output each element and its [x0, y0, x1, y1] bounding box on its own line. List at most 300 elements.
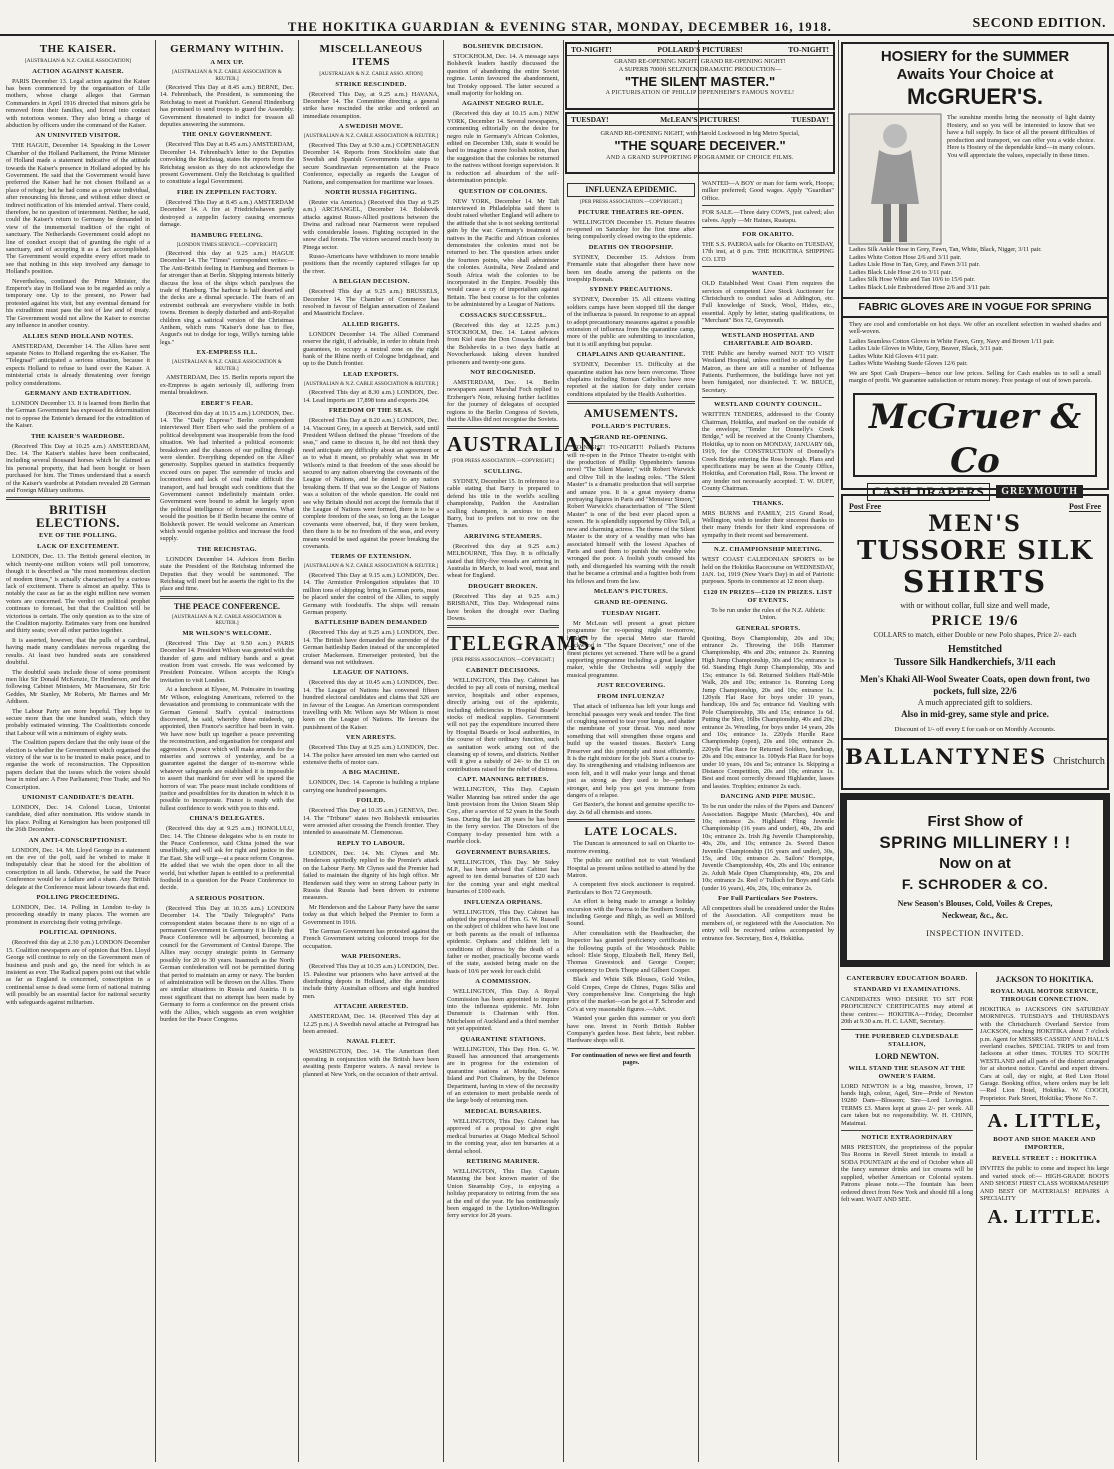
subhead: N.Z. CHAMPIONSHIP MEETING.	[713, 546, 823, 554]
subhead: A COMMISSION.	[475, 978, 531, 986]
headline-amusements: AMUSEMENTS.	[583, 406, 679, 421]
divider	[841, 1029, 973, 1030]
divider	[160, 596, 294, 599]
subhead: NORTH RUSSIA FIGHTING.	[325, 189, 417, 197]
ad-heading: HOSIERY for the SUMMER	[880, 48, 1070, 65]
store-name: BALLANTYNES	[845, 744, 1048, 769]
article-text: Nevertheless, continued the Prime Minister, the Emperor's stay in Holland was to be regarded as only a temporary one. Up to the present, no Power had protested against his visit, but any eventual demand for his extradition must pass the test of law and of treaty. The Government would not allow the Kaiser to exercise any influence in another country.	[6, 277, 150, 330]
logo-text: McGruer & Co	[868, 396, 1082, 481]
article-text: (Received This Day at 9.25 a.m.) LONDON, Dec. 14. The police have arrested ten men who carried out extensive thefts of motor cars.	[303, 744, 439, 767]
subhead: THE ONLY GOVERNMENT.	[181, 131, 273, 139]
subhead: THE KAISER'S WARDROBE.	[31, 432, 125, 440]
price-item: Ladies Black Lisle Embroidered Hose 2/6 and 3/11 pair.	[849, 283, 991, 291]
divider	[980, 1105, 1109, 1106]
subhead: A MIX UP.	[210, 59, 244, 66]
ad-line: Hemstitched	[948, 644, 1002, 655]
article-text: That attack of influenza has left your lungs and bronchial passages very weak and tender. The first of coughing seemed to tear your lungs, and shatter the membrane of your throat. You need now something that will strengthen those organs and build up the wasted tissues. Baxter's Lung Preserver and this promptly and most efficiently. It is the right mixture for the job. Start a course to-day. Its strengthening and vitalising influences are soon felt, and it will make your lungs and throat just as strong as they used to be—perhaps stronger, and help you get you immune from dangers of a relapse.	[567, 703, 695, 800]
gloves-price-list	[843, 336, 1107, 370]
subhead: A BELGIAN DECISION.	[332, 278, 410, 286]
article-text: LONDON December 14. The Allied Command reserve the right, if advisable, in order to obtain fresh guarantees, to occupy a neutral zone on the right bank of the Rhine north of Cologne bridgehead, and up to the Dutch frontier.	[303, 330, 439, 368]
ad-heading: McGRUER'S.	[906, 84, 1044, 109]
schroder-millinery-ad	[841, 794, 1109, 966]
pollards-pictures-ad	[565, 42, 835, 110]
ad-bar-text: TO-NIGHT!	[788, 45, 829, 54]
article-text: (Reuter via America.) (Received this Day at 9.25 a.m.) ARCHANGEL, December 14. Bolshevik attacks against Russo-Allied positions between the Dwina and railroad near Narmeron were repulsed with considerable losses. Fighting occupied in the snow clad forests. The victors secured much booty in Pinega sector.	[303, 199, 439, 251]
column-notices-left	[841, 972, 973, 1460]
subhead: A SERIOUS POSITION.	[189, 894, 265, 902]
subhead: ALLIES SEND HOLLAND NOTES.	[22, 332, 134, 340]
ad-line: A SUPERB 7000ft SELZNICK DRAMATIC PRODUCTION—	[618, 66, 782, 73]
subhead: CANTERBURY EDUCATION BOARD.	[846, 975, 968, 982]
ad-film-title: "THE SQUARE DECEIVER."	[614, 138, 786, 153]
ad-heading: First Show of	[927, 813, 1023, 830]
ad-line: with or without collar, full size and well made,	[900, 601, 1050, 610]
article-text: The public are notified not to visit Westland Hospital as present unless notified to attend by the Matron.	[567, 857, 695, 879]
article-text: WELLINGTON, This Day. Cabinet has decided to pay all costs of nursing, medical service, hospitals and other expenses, directly arising out of the epidemic, including deficiencies in Hospital Boards' stocks of medical supplies. Government will not pay the expenditure incurred there by Hospital Boards or local authorities, in the course of their ordinary function, such as sanitation work arising out of the cleansing up of towns, and districts. Neither will it give a subsidy of 24/- to the £1 on contributions raised for the relief of distress.	[447, 676, 559, 773]
subhead: BOLSHEVIK DECISION.	[462, 43, 544, 50]
subhead: DROUGHT BROKEN.	[468, 582, 538, 590]
edition-label: SECOND EDITION.	[972, 16, 1106, 31]
article-text: LONDON December 14. Advices from Berlin state the President of the Reichstag informed the Deputies that they would be summoned. The Reichstag will meet but he asserts the right to fix the place and time.	[160, 555, 294, 593]
article-text: (Received This Day at 8.45 a.m.) AMSTERDAM, December 14. Fehrenbach's letter to the Deputies convoking the Reichstag, states the reports from the Reichstag session as they do not acknowledge the present Government. Only the Reichstag is qualified to constitute a legal Government.	[160, 141, 294, 186]
ad-heading: SPRING MILLINERY ! !	[879, 833, 1071, 852]
headline-late-locals: LATE LOCALS.	[584, 824, 678, 839]
article-text: (Received This Day at 10.35 a.m.) GENEVA, Dec. 14. The "Tribune" states two Bolshevik emissaries were arrested after crossing the French frontier. They intended to assassinate M. Clemenceau.	[303, 807, 439, 837]
subhead: STANDARD VI EXAMINATIONS.	[853, 986, 961, 993]
article-text: Wanted your garden this summer or you don't have one. Invest in North British Rubber Company's garden hose. Best fabric, best rubber. Hardware shops sell it.	[567, 1015, 695, 1045]
article-text: An effort is being made to arrange a holiday excursion with the Paeroa to the Southern Sounds, including George and Bligh, as well as Milford Sound.	[567, 898, 695, 928]
article-text: AMSTERDAM, Dec 15. Berlin reports report the ex-Empress is again seriously ill, suffering from mental breakdown.	[160, 374, 294, 397]
article-text: LONDON, Dec. 14. Polling in London to-day is proceeding steadily in many places. The women are prominent in exercising their voting privilege.	[6, 904, 150, 926]
article-text: At a luncheon at Elysee, M. Poincaire in toasting Mr Wilson, eulogising Americans, referred to the devastation and promising to communicate with the German General Staff's cynical instructions discovered, he said, whereby these misdeeds, up appointed, then France's sacrifice had been in vain. We have now built up together a peace preventing the reconstruction, and organisation for conquest and aggression. A peace which will make amends for the miseries and sorrows of yesterday, and be a guarantee against the danger of to-morrow while whatever safeguards are established it is impossible to assert that mankind for ever will be spared the horrors of war. The peace must include conditions of justice and possibilities for its duration in which it is possible to incorporate. France is ready with the fullest confidence to work with you to this end.	[160, 686, 294, 812]
article-text: SYDNEY, December 15. Advices from Fremantle state that altogether there have now been ten deaths among the patients on the troopship Boonah.	[567, 253, 695, 283]
subhead: EBERT'S FEAR.	[200, 399, 254, 407]
subhead: FIRE IN ZEPPELIN FACTORY.	[177, 188, 277, 196]
subhead: SCULLING.	[483, 467, 523, 475]
subhead: LACK OF EXCITEMENT.	[36, 543, 120, 551]
subhead: FOILED.	[356, 797, 386, 805]
article-text: (Received This Day at 10.35 a.m.) LONDON, Dec. 15. Palestine war prisoners who have arrived at the distributing depots in Holland, after the armistice include thirty Australian officers and eight hundred men.	[303, 963, 439, 1000]
classified-ad: MRS BURNS and FAMILY, 215 Grand Road, Wellington, wish to tender their sincerest thanks to their many friends for their kind expressions of sympathy in their recent sad bereavement.	[702, 509, 834, 539]
price-item: Ladies Silk Hose White and Tan 10/6 to 15/6 pair.	[849, 276, 975, 284]
ad-heading: F. SCHRODER & CO.	[901, 876, 1049, 892]
subhead: AN UNINVITED VISITOR.	[35, 132, 121, 140]
subhead: POLITICAL OPINIONS.	[39, 929, 117, 937]
subhead: PICTURE THEATRES RE-OPEN.	[578, 208, 684, 216]
source-line: [FOR PRESS ASSOCIATION.—COPYRIGHT.]	[451, 458, 555, 465]
subhead: INFLUENZA ORPHANS.	[463, 898, 543, 906]
classified-ad: HOKITIKA to JACKSONS ON SATURDAY MORNINGS. TUESDAYS and THURSDAYS with the Christchurch Overland Service from JACKSON, reaching HOKITIKA about 7 o'clock p.m. Agent for MESSRS CASSIDY AND HALL'S overland coaches. SPECIAL TRIPS to and from Jacksons at other times. TOURS TO SOUTH WESTLAND and all parts of the district arranged for at shortest notice. Careful and expert drivers. Cars at call, day or night, at Red Lion Hotel Garage. Booking office, where orders may be left—Red Lion Hotel, Hokitika. W. COOCH, Proprietor. Park Street, Hokitika; 'Phone No 7.	[980, 1006, 1109, 1102]
subhead: ATTACHE ARRESTED.	[333, 1003, 409, 1011]
subhead: GRAND RE-OPENING.	[594, 434, 668, 442]
subhead: GRAND RE-OPENING.	[594, 598, 668, 606]
subhead: RETIRING MARINER.	[466, 1157, 540, 1165]
classified-ad: To be run under the rules of the Pipers and Dancers' Association. Bagpipe Music (Marches), 40s and 10s; entrance 2s. Highland Fling Juvenile Championship (16 years and under), 40s, 20s and 10s; entrance 2s. Irish Jig Juvenile Championship, 40s, 20s, and 10s; entrance 2s. Sword Dance Juvenile Championship (16 years and under), 30s, 15s, and 10s; entrance 2s. Sailors' Hornpipe, Juvenile Championship, 40s, 20s and 10s; entrance 2s. Adult Male Open Championship, 40s, 20s and 10s; entrance 2s. Reel o' Tulloch for Boys and Girls (under 16 years), 40s, 20s, 10s; entrance 2s.	[702, 803, 834, 892]
ad-line: Men's Khaki All-Wool Sweater Coats, open down front, two pockets, full size, 22/6	[860, 674, 1090, 696]
business-name: A. LITTLE,	[987, 1110, 1102, 1133]
subhead: BATTLESHIP BADEN DEMANDED	[314, 619, 428, 627]
column-rule	[976, 972, 977, 1460]
subhead: FROM INFLUENZA?	[597, 693, 665, 701]
subhead: GENERAL SPORTS.	[735, 624, 801, 632]
article-text: WELLINGTON, This Day. Cabinet has adopted the proposal of Hon. G. W. Russell on the subject of children who have lost one or both parents as the result of influenza epidemic. Orphans and children left in conditions of distress by the death of a father or mother, practically become wards of the state, assisted being made on the basis of 10/6 per week for each child.	[447, 908, 559, 975]
headline-british-elections: BRITISH ELECTIONS.	[35, 502, 121, 531]
subhead: LORD NEWTON.	[875, 1051, 939, 1061]
subhead: GOVERNMENT BURSARIES.	[455, 848, 551, 856]
divider	[6, 497, 150, 500]
ad-bar-text: McLEAN'S PICTURES!	[660, 115, 740, 124]
masthead	[0, 0, 1114, 36]
ad-line: New Season's Blouses, Cold, Voiles & Crepes,	[897, 899, 1053, 908]
subhead: FREEDOM OF THE SEAS.	[328, 407, 414, 415]
subhead: STRIKE RESCINDED.	[335, 80, 407, 88]
article-text: PARIS December 13. Legal action against the Kaiser has been commenced by the organisation of Lille mothers, whose charge alleges that German Commanders in April 1916 directed that minors girls be removed from their families, and forced into contact with notorious women. They also bring a charge of abduction by officers under the command of the Kaiser.	[6, 77, 150, 129]
article-text: (Received This Day at 8.45 a.m.) AMSTERDAM December 14. A fire at Friedrichshaven partly destroyed a zeppelin factory causing enormous damage.	[160, 198, 294, 229]
article-text: AMSTERDAM, December 14. The Allies have sent separate Notes to Holland regarding the ex-Kaiser. The "Telegraaf" anticipated a serious situation, because it expects Holland to refuse to hand over the Kaiser. A ministerial crisis is already threatening over foreign policy considerations.	[6, 342, 150, 387]
continuation-note: For continuation of news see first and fourth pages.	[571, 1051, 691, 1067]
source-line: [AUSTRALIAN & N.Z. CABLE ASSOCIATION & REUTER.]	[172, 69, 282, 82]
article-text: WELLINGTON, This Day. Captain Waller Manning has retired under the age limit provision from the Union Steam Ship Coy., after a service of 52 years in the South Seas. During the last 28 years he has been in the ferry service. The Directors of the Company to-day presented him with a marble clock.	[447, 786, 559, 846]
subhead: WESTLAND COUNTY COUNCIL.	[714, 401, 822, 409]
subhead: WAR PRISONERS.	[341, 953, 401, 961]
ad-line: AND A GRAND SUPPORTING PROGRAMME OF CHOICE FILMS.	[606, 155, 794, 161]
source-line: [AUSTRALIAN & N.Z. CABLE ASSOCIATION & REUTER.]	[303, 133, 439, 140]
subhead: AGAINST NEGRO RULE.	[462, 100, 544, 108]
source-line: [AUSTRALIAN & N.Z. CABLE ASSOCIATION & REUTER.]	[172, 613, 282, 627]
classified-ad: THE Public are hereby warned NOT TO VISIT Westland Hospital, unless notified to attend by the Matron, as there are still a number of Influenza Patients. Furthermore, the buildings have not yet been fumigated, nor disinfected. T. W. BRUCE, Secretary.	[702, 349, 834, 394]
divider	[447, 625, 559, 628]
article-text: SYDNEY, December 15. In reference to a cable stating that Barry is prepared to defend his title in the world's sculling championship, Paddon the Australian sculling champion, is anxious to meet Barry, but to prefers not to row on the Thames.	[447, 477, 559, 530]
post-free-label: Post Free	[1068, 502, 1101, 511]
subhead: WESTLAND HOSPITAL AND CHARITABLE AID BOARD.	[721, 331, 815, 347]
subhead: A BIG MACHINE.	[342, 769, 400, 777]
ad-line: A much appreciated gift to soldiers.	[917, 698, 1033, 707]
subhead: JACKSON TO HOKITIKA.	[995, 975, 1094, 984]
column-influenza-amusements	[567, 180, 695, 1460]
subhead: TUESDAY NIGHT.	[601, 609, 661, 617]
subhead: McLEAN'S PICTURES.	[593, 587, 669, 595]
article-text: Black and White Silk Blouses, Gold Voiles, Gold Crepes, Crepe de Chines, Fuges Silks and Very comprehensive line. Comprising the high price of the market—can be got at F. Schroder and Co's at very reasonable figures.—Advt.	[567, 976, 695, 1013]
article-text: (Received this day at 9.25 a.m.) MELBOURNE, This Day. It is officially stated that fifty-five vessels are arriving in Australia in March, to load wool, meat and wheat for England.	[447, 542, 559, 580]
ad-heading: FABRIC GLOVES ARE IN VOGUE FOR SPRING	[843, 297, 1107, 318]
article-text: The German Government has protested against the French Government seizing coloured troops for the occupation.	[303, 927, 439, 950]
ballantynes-shirts-ad	[841, 494, 1109, 790]
subhead: SYDNEY PRECAUTIONS.	[589, 286, 673, 294]
subhead: ACTION AGAINST KAISER.	[32, 67, 124, 75]
article-text: (Received This day at 9.25 a.m.) LONDON, Dec. 14. The British have demanded the surrender of the German battleship Baden instead of the uncompleted cruiser Mackensen. Ernerseiger protested, but the demand was not withdrawn.	[303, 629, 439, 666]
ad-line: Neckwear, &c., &c.	[942, 911, 1008, 920]
price-item: Ladies Lisle Hose in Tan, Grey, and Fawn 3/11 pair.	[849, 261, 981, 269]
article-text: The Labour Party are more hopeful. They hope to secure more than the one hundred seats, which they probably estimated winning. The Coalitionists concede that Labour will win a minimum of eighty seats.	[6, 707, 150, 737]
source-line: [PER PRESS ASSOCIATION.—COPYRIGHT.]	[452, 657, 554, 664]
headline-miscellaneous-items: MISCELLANEOUS ITEMS	[319, 43, 423, 68]
subhead: GERMANY AND EXTRADITION.	[24, 389, 132, 397]
article-text: Mr McLean will present a great picture programme for re-opening night to-morrow, headed by the special Metro star Harold Lockwood in "The Square Deceiver," one of the finest pictures yet screened. There will be a grand supporting programme including a great laughter maker, while the Orchestra will supply the musical programme.	[567, 619, 695, 679]
subhead: MR WILSON'S WELCOME.	[182, 629, 272, 637]
article-text: SYDNEY, December 15. Difficulty at the quarantine station has now been overcome. Three chaplains including Roman Catholics have now reported at the station for duty under certain conditions stipulated by the Health Authorities.	[567, 361, 695, 398]
article-text: (Received this day at 12.25 p.m.) STOCKHOLM, Dec. 14. Latest advices from Kiel state the Don Cossacks defeated the Bolsheviks in a two days battle at Novocherkassk taking eleven hundred prisoners and twenty-one guns.	[447, 321, 559, 366]
mcgruer-logo	[853, 393, 1097, 499]
column-rule	[298, 40, 299, 1462]
classified-ad: LORD NEWTON is a big, massive, brown, 17 hands high, colour, Aged, Sire—Pride of Newton 19280 Dam—Blossom; Sire—Lord Lovington. TERMS £3. Mares kept at grass 2/- per week. All care taken but no responsibility. W. H. CHINN, Mataimai.	[841, 1082, 973, 1127]
price-item: Ladies White Washing Suede Gloves 12/6 pair.	[849, 360, 968, 368]
classified-ad: CANDIDATES WHO DESIRE TO SIT FOR PROFICIENCY CERTIFICATES may attend at these centres:— HOKITIKA—Friday, December 20th at 9.30 a.m. H. C. LANE, Secretary.	[841, 996, 973, 1026]
subhead: MEDICAL BURSARIES.	[464, 1107, 542, 1115]
subhead: AN ANTI-CONSCRIPTIONIST.	[28, 836, 128, 844]
article-text: LONDON, Dec. 14. Mr. Lloyd George in a statement on the eve of the poll, said he wished to make it indisputably clear that he stood for the abolition of conscription in all lands. Otherwise, he said the Peace Conference would be a failure and a sham. Any British delegate at the Conference must labour towards that end.	[6, 846, 150, 891]
ad-bar-text: POLLARD'S PICTURES!	[657, 45, 743, 54]
article-text: (Received This Day at 10.25 a.m.) AMSTERDAM, Dec. 14. The Kaiser's stables have been confiscated, including several thousand horses which he claimed as his personal property, that had been bought or been purchased for him. The Times understand that a search of the Kaiser's wardrobe at Potsdam revealed 28 German and Foreign Military uniforms.	[6, 442, 150, 494]
article-text: (Received this day at 10.15 a.m.) LONDON, Dec. 14. The "Daily Express" Berlin correspondent interviewed Herr Ebert who said the problem of a political development was insuperable from the food situation. We had inherited a political economic breakdown and the chances of our pulling through were slender. Everything depended on the Allies' generosity. Supplies queued in statistics frequently exceed ours on paper. The surrender of trucks and locomotives and lack of coal make difficult the transport, and had brought such conditions that the Government cannot indefinitely maintain order. Government were bound to admit he largely upon the political intelligence of former enemies. What would the position be if Berlin became the centre of Bolshevik power. He would welcome an American which would organise politics and increase the food supply.	[160, 409, 294, 543]
subhead: EX-EMPRESS ILL.	[196, 349, 258, 357]
divider	[702, 496, 834, 497]
classified-ad: All competitors shall be considered under the Rules of the Association. All competitors must be members of, or registered with the Association. No entry will be received unless accompanied by entrance fee. Secretary, Box 4, Hokitika.	[702, 905, 834, 942]
headline-kaiser: THE KAISER.	[39, 43, 117, 55]
article-text: AMSTERDAM, Dec. 14. (Received This day at 12.25 p.m.) A Swedish naval attache at Petrograd has been arrested.	[303, 1013, 439, 1035]
ad-heading: Now on at	[939, 855, 1011, 872]
ad-text: The sunshine months bring the necessity of light dainty Hosiery, and so you will be interested to know that we have a full supply. In face of all the present difficulties of production and transport, we can offer you a wide choice. Here is Hosiery of the dependable kind—in many colours. You will appreciate the values, especially in these times.	[947, 114, 1095, 159]
article-text: LONDON, Dec. 14. Colonel Lucas, Unionist candidate, died after nomination. His widow stands in his place. Polling at Kensington has been postponed till the 26th December.	[6, 804, 150, 834]
business-name: A. LITTLE.	[987, 1206, 1102, 1229]
ad-heading: SHIRTS	[902, 565, 1048, 600]
source-line: [LONDON TIMES SERVICE.—COPYRIGHT]	[176, 241, 278, 248]
subhead: QUESTION OF COLONIES.	[458, 187, 548, 195]
divider	[702, 227, 834, 228]
article-text: The Duncan is announced to sail on Okarito to-morrow evening.	[567, 840, 695, 855]
subhead: THE REICHSTAG.	[197, 545, 257, 553]
article-text: (Received this day at 9.25 a.m.) HAGUE December 14. The "Times" correspondent writes:— The Anti-British feeling in Hamburg and Bremen is far stronger than at Berlin. Shipping interests bitterly discuss the loss of the ships which paralyses the trade of Hamburg. The harbour is half deserted and the decks are a dismal spectacle. The fears of an extremist outbreak are everywhere visible in both towns. Bremen is deeply disturbed and anti-Royalist children sing a satirical version of the Christmas Anthem, which runs "Kaiser's done has to flee, August's out to dodge for togs, Willy's turning table legs."	[160, 250, 294, 346]
article-text: AMSTERDAM, Dec. 14. Berlin newspapers assert Marshal Foch replied to Erzberger's Note, refusing further facilities for the journey of delegates of occupied regions to the Berlin Congress of Soviets, that the Allies did not recognise the Soviets.	[447, 379, 559, 424]
ad-line: GRAND RE-OPENING NIGHT! GRAND RE-OPENING NIGHT!	[614, 58, 786, 65]
ad-line: Also in mid-grey, same style and price.	[901, 709, 1049, 719]
headline-telegrams: TELEGRAMS.	[447, 631, 597, 656]
subhead: THANKS.	[752, 499, 784, 507]
hosiery-price-list	[843, 244, 1107, 294]
price-item: Ladies Lisle Gloves in White, Grey, Beaver, Black, 3/11 pair.	[849, 345, 1004, 353]
article-text: (Received This day at 9.25 a.m.) BRUSSELS, December 14. The Chamber of Commerce has resolved in favour of Belgian annexation of Zealand and Maastricht Enclave.	[303, 288, 439, 318]
source-line: [AUSTRALIAN & N.Z. CABLE ASSO. ATION]	[319, 71, 423, 77]
article-text: (Received this day at 10.15 a.m.) NEW YORK, December 14. Several newspapers, commenting editorially on the desire for negro rule in Germany's African Colonies, edited on December 13th, state it would be hard to imagine a more foolish notion, than the suggestion that the colonies be returned to the natives without foreign supervision. It is reduction ad absurdum of the self-determination principle.	[447, 110, 559, 185]
article-text: (Received This day at 8.30 a.m.) LONDON, Dec. 14. Lead imports are 17,898 tons and exports 204.	[303, 389, 439, 404]
price-item: Ladies Silk Ankle Hose in Grey, Fawn, Tan, White, Black, Nigger, 3/11 pair.	[849, 246, 1042, 253]
divider	[702, 542, 834, 543]
ad-heading: Awaits Your Choice at	[896, 66, 1054, 83]
subhead: WANTED.	[751, 270, 785, 278]
headline-influenza-epidemic: INFLUENZA EPIDEMIC.	[567, 183, 695, 197]
article-text: LONDON December 13. It is learned from Berlin that the German Government has expressed its determination not to oppose the Entente's demand for the extradition of the Kaiser.	[6, 399, 150, 430]
article-text: WELLINGTON, This Day. Mr Sidey M.P., has been advised that Cabinet has agreed to ten dental bursaries of £20 each for the coming year and eight medical bursaries of £100 each.	[447, 858, 559, 896]
source-line: [AUSTRALIAN & N.Z. CABLE ASSOCIATION & REUTER.]	[172, 359, 282, 372]
ad-bar-text: TUESDAY!	[571, 115, 609, 124]
headline-germany-within: GERMANY WITHIN.	[170, 43, 284, 55]
classified-ad: WRITTEN TENDERS, addressed to the County Chairman, Hokitika, and marked on the outside of the envelope, "Tender for Donnelly's Creek Bridge," will be received at the County Chambers, Hokitika, up to noon on MONDAY, JANUARY 6th, 1919, for the CONSTRUCTION of Donnelly's Creek Bridge entering the Ross borough. Plans and specifications may be seen at the County Office, Hokitika, and Coronation Hall, Ross. The lowest or any tender not necessarily accepted. T. W. DUFF, County Chairman.	[702, 411, 834, 493]
article-text: WASHINGTON, Dec. 14. The American fleet operating in conjunction with the British have been awaiting pests Emperor waters. A naval review is planned at New York, on the occasion of their arrival.	[303, 1048, 439, 1078]
mcgruers-hosiery-ad	[841, 42, 1109, 499]
subhead: NOT RECOGNISED.	[470, 369, 536, 377]
subhead: POLLING PROCEEDING.	[36, 894, 120, 902]
source-line: [AUSTRALIAN & N.Z. CABLE ASSOCIATION]	[24, 58, 132, 64]
source-line: [AUSTRALIAN & N.Z. CABLE ASSOCIATION & REUTER.]	[303, 380, 439, 387]
article-text: TO-NIGHT! TO-NIGHT!! Pollard's Pictures will re-open in the Prince Theatre to-night with the production of Phillip Oppenheim's famous novel "The Silent Master," with Robert Warwick and Olive Tell in the leading roles. "The Silent Master" is a dramatic production that will surprise and amaze you. It is a great mystery drama portraying figures in Paris and "Monsieur Simon," Robert Warwick's characterisation of "The Silent Master" is one of the best ever placed upon a screen. He is splendidly supported by Olive Tell, a new and charming actress. The theme of the Silent Master is the story of a wealthy man who has associated himself with the lowest Apaches of Paris and used them to punish the wealthy who wronged the poor. A foolish youth crossed his path, and disregarded his warning with the result that he became a criminal and a fugitive both from his fellows and from the law.	[567, 444, 695, 585]
column-germany	[160, 40, 294, 1460]
article-text: It is asserted, however, that the pulls of a cardinal, having made many candidates nervous regarding the results. At least two hundred seats are considered doubtful.	[6, 636, 150, 667]
article-text: (Received this day at 10.45 a.m.) LONDON, Dec. 14. The League of Nations has convened fifteen hundred electoral candidates and claims that 326 are in favour of the League. An American correspondent travelling with Mr. Wilson says Mr Wilson is most keen on the League of Nations. He favours the punishment of the Kaiser.	[303, 679, 439, 731]
headline-australian: AUSTRALIAN.	[447, 432, 603, 457]
subhead: LEAGUE OF NATIONS.	[333, 669, 409, 677]
ad-bar-text: TUESDAY!	[791, 115, 829, 124]
article-text: (Received This Day at 10.35 a.m.) LONDON December 14. The "Daily Telegraph's" Paris correspondent states because there is no sign of a permanent Government in Germany it is likely that Peace Conference will be adjourned, becoming a council for the Government of Central Europe. The Allies may occupy strategic points in Germany possibly for 20 to 30 years. Inasmuch as the North German confederation will not be permitted during that period to maintain an army or navy. The burden of administration will be thrown on the Allies. There are similar situations in Russia and Austria. It is most significant that no attempt has been made by Germany to form a conference on the present crisis with the Allies, which suggests an even weightier burden for the Peace Congress.	[160, 904, 294, 1023]
article-text: NEW YORK, December 14. Mr Taft interviewed in Philadelphia said there is doubt raised whether England will adhere to the attitude that she is not seeking territorial gain by the war. Germany's treatment of natives in the Pacific and African colonies demonstrates the colonies must not be returned to her. The question arises under the fourteen points, who shall administer the colonies. Australia, New Zealand and South Africa wish the colonies to be incorporated in the Empire. Possibly this would cause a cry of imperialism against Britain. The best course is for the colonies to be administered by a League of Nations.	[447, 197, 559, 309]
subhead: CHINA'S DELEGATES.	[189, 815, 265, 823]
article-text: After consultation with the Headteacher, the Inspector has granted proficiency certificates to the following pupils of the Woodstock Public school: Elsie Stopp, Elizabeth Bell, Henry Bell, Thomas Gravestock and George Cooper; competency to Doris Thorpe and Gilbert Cooper.	[567, 929, 695, 974]
woman-illustration-icon	[849, 114, 941, 244]
classified-ad: MRS PRESTON, the proprietress of the popular Tea Rooms in Revell Street intends to install a SODA FOUNTAIN at the end of October when all the fancy summer drinks and ice creams will be supplied, whether American or Colonial system. Patrons please note.—The fountain has been ordered direct from New York and should fill a long felt want. WAIT AND SEE.	[841, 1144, 973, 1203]
article-text: (Received this day at 2.30 p.m.) LONDON December 15. Coalition newspapers are of opinion that Hon. Lloyd George will continue to rely on the Government men of business and push and go, the need for which is as insistent as ever. The Radical papers point out that while as far as England is concerned, conscription in a continental sense is dead some form of national training will possibly be an essential factor for national security with safeguards against militarism.	[6, 939, 150, 1006]
subhead: UNIONIST CANDIDATE'S DEATH.	[22, 794, 134, 801]
subhead: THE PUREBRED CLYDESDALE STALLION,	[855, 1032, 959, 1048]
subhead: FOR OKARITO.	[742, 231, 794, 239]
article-text: LONDON, Dec. 14. Caprone is building a triplane carrying one hundred passengers.	[303, 779, 439, 794]
article-text: (Received this day at 9.25 a.m.) HONOLULU, Dec. 14. The Chinese delegates who is en route to the Peace Conference, said China joined the war unselfishly, and will ask for right and justice in the Far East. She will urge—at a peace reform Congress. He added that we wish the open door to all the world, but whether Japan is entitled to a preferential foothold in a question for the Peace Conference to decide.	[160, 825, 294, 892]
subhead: JUST RECOVERING.	[596, 682, 666, 690]
divider	[567, 401, 695, 404]
classified-ad: THE S.S. PAEROA sails for Okarito on TUESDAY, 17th inst, at 8 p.m. THE HOKITIKA SHIPPING CO. LTD	[702, 241, 834, 263]
classified-ad: WEST COAST CALEDONIAN SPORTS to be held on the Hokitika Racecourse on WEDNESDAY, JAN. 1st, 1919 (New Year's Day) in aid of Patriotic purposes. Sports to commence at 12 noon sharp.	[702, 556, 834, 586]
subhead: NAVAL FLEET.	[346, 1038, 396, 1046]
column-kaiser	[6, 40, 150, 1460]
subhead: BOOT AND SHOE MAKER AND IMPORTER,	[993, 1136, 1096, 1152]
ad-line: Tussore Silk Handkerchiefs, 3/11 each	[894, 657, 1056, 668]
subhead: CHAPLAINS AND QUARANTINE.	[576, 351, 686, 359]
article-text: WELLINGTON, This Day. Hon. G. W. Russell has announced that arrangements are in progress for the extension of quarantine stations at Motuihe, Somes Island and Port Chalmers, by the Defence Department, having in view of the necessity of an extension to meet probable needs of the large body of returning men.	[447, 1045, 559, 1105]
article-text: Get Baxter's, the honest and genuine specific to-day. 2s 6d all chemists and stores.	[567, 801, 695, 816]
subhead: WILL STAND THE SEASON AT THE OWNER'S FARM.	[848, 1064, 966, 1080]
article-text: (Received This Day, at 9.25 a.m.) HAVANA, December 14. The Committee directing a general strike have rescinded the strike and ordered an immediate resumption.	[303, 90, 439, 120]
masthead-title: THE HOKITIKA GUARDIAN & EVENING STAR, MONDAY, DECEMBER 16, 1918.	[288, 20, 833, 34]
column-classifieds	[702, 180, 834, 1460]
classified-ad: Quoiting, Boys Championship, 20s and 10s; entrance 2s. Throwing the 16lb Hammer Championship, 40s and 20s; entrance 2s. Running High Jump Championship, 30s and 15s; entrance 1s 6d. Standing High Jump Championship, 30s and 15s; entrance 1s 6d. Returned Soldiers Half-Mile Walk, 20s and 10s; entrance 1s. Running Long Jump Championship, 20s and 10s; entrance 1s. 120yds Flat Race for boys under 10 years, handicap, 10s and 5s; entrance 6d. Vaulting with Pole Championship, 30s and 15s; entrance 1s 6d. Putting the Shot, 16lbs Championship, 40s and 20s; entrance 2s. Wrestling, for boys under 14 years, 20s and 10s; entrance 1s. 220yds Hurdle Race Championship (open), 20s and 10s; entrance 2s. 220yds Flat Race for Returned Soldiers, handicap, 20s and 10s; entrance 1s. 100yds Flat Race for boys under 10 years, 10s and 5s; entrance 1s. Skipping a Distance Competition, 20s and 10s; entrance 1s. Best and most correctly dressed Highlander, lasses and lassies. Trophies; entrance 2s each.	[702, 634, 834, 790]
source-line: [AUSTRALIAN & N.Z. CABLE ASSOCIATION & REUTER.]	[303, 563, 439, 570]
subhead: QUARANTINE STATIONS.	[460, 1035, 546, 1043]
divider	[841, 1130, 973, 1131]
subhead: REVELL STREET : : HOKITIKA	[992, 1155, 1097, 1163]
ad-film-title: "THE SILENT MASTER."	[624, 74, 776, 89]
article-text: The Coalition papers declare that the only issue of the election is whether the Government which organised the victory of the war is to be trusted to make peace, and to organise the work of reconstruction. The Opposition papers declare that the issues which the voters should bear in mind are: A Free Parliament; Free Trade; and No Conscription.	[6, 739, 150, 791]
article-text: The doubtful seats include those of some prominent men like Sir Donald McKenzie, Dr Henderson, and the following Cabinet Ministers, Mr Macnamara, Sir Eric Geddes, Mr Stanley, Mr Roberts, Mr Barnes and Mr Addison.	[6, 668, 150, 706]
price-item: Ladies Seamless Cotton Gloves in White Fawn, Grey, Navy and Brown 1/11 pair.	[849, 337, 1055, 345]
ad-line: A PICTURISATION OF PHILLIP OPPENHEIM'S FAMOUS NOVEL!	[605, 90, 795, 96]
logo-town: GREYMOUTH	[996, 485, 1083, 498]
divider	[702, 397, 834, 398]
subhead: £120 IN PRIZES—£120 IN PRIZES. LIST OF EVENTS.	[703, 588, 833, 604]
article-text: (Received This Day at 9.30 a.m.) COPENHAGEN December 14. Reports from Stockholm state that Swedish and Spanish Governments take steps to secure Scandinavian representation at the Peace Conference, especially as regards the League of Nations, and compensation for maritime war losses.	[303, 141, 439, 186]
subhead: POLLARD'S PICTURES.	[591, 423, 671, 431]
price-item: Ladies White Kid Gloves 4/11 pair.	[849, 352, 939, 360]
subhead: ROYAL MAIL MOTOR SERVICE, THROUGH CONNECTION.	[990, 988, 1099, 1003]
ad-line: COLLARS to match, either Double or new Polo shapes, Price 2/- each	[873, 631, 1077, 639]
subhead: EVE OF THE POLLING.	[39, 532, 117, 540]
post-free-label: Post Free	[849, 502, 882, 511]
column-rule	[698, 40, 699, 1462]
article-text: LONDON, Dec. 14. Mr. Clynes and Mr. Henderson spiritedly replied to the Premier's attack on the Labour Party. Mr Clynes said the Premier had failed to maintain the dignity of his high office. Mr Henderson said they were so strong Labour party in Russia that Russia had been driven to extreme measures.	[303, 849, 439, 902]
article-text: SYDNEY, December 15. All citizens visiting soldiers camps have been stopped till the danger of the influenza is passed. In response to an appeal to adopt precautionary measures against a possible extension of influenza from the quarantine camp, more of the public are submitting to inoculation, but it is still anything but popular.	[567, 296, 695, 348]
article-text: (Received This Day at 8.20 a.m.) LONDON, Dec. 14. Viscount Grey, in a speech at Berwick, said until President Wilson defined the phrase "freedom of the seas," and came to discuss it, he did not think they need anticipate any difficulty about an agreement or as to what it meant, so probably what was in Mr Wilson's mind is that freedom of the seas should be secured to any nation observing the covenants of the League of Nations, and be denied to any nation breaking them. If that was so the League of Nations was a solution of the whole question. He could not see why Britain should not accept the formula that if the League of Nations were formed, there is to be a complete freedom of the seas, so long as the League covenants were observed, but, if they were broken, then there is to be no freedom of the seas, and every means would be used against the power breaking the covenants.	[303, 417, 439, 550]
ad-text: We are Spot Cash Drapers—hence our low prices. Selling for Cash enables us to sell a small margin of profit. We guarantee satisfaction or return money. Free postage of out of town parcels.	[849, 369, 1101, 385]
article-text: (Received This Day at 9.50 a.m.) PARIS December 14. President Wilson was greeted with the thunder of guns and military bands and a great ovation from vast crowds. He was welcomed by President Poincaire. Wilson accepts the King's invitation to visit London.	[160, 639, 294, 684]
subhead: A SWEDISH MOVE.	[338, 123, 404, 131]
article-text: A competent five stock auctioneer is required. Particulars to Box 72 Greymouth.	[567, 881, 695, 896]
classified-ad: INVITES the public to come and inspect his large and varied stock of:— HIGH-GRADE BOOTS AND SHOES! FIRST CLASS WORKMANSHIP! AND BEST OF MATERIALS! REPAIRS A SPECIALITY	[980, 1165, 1109, 1202]
subhead: LEAD EXPORTS.	[343, 370, 399, 378]
subhead: For Full Particulars See Posters.	[718, 895, 818, 903]
classified-ad: To be run under the rules of the N.Z. Athletic Union.	[711, 606, 825, 622]
subhead: CAPT. MANNING RETIRES.	[457, 776, 549, 784]
column-miscellaneous	[303, 40, 439, 1460]
ad-text: They are cool and comfortable on hot days. We offer an excellent selection in washed shades and well-woven.	[849, 320, 1101, 336]
divider	[447, 426, 559, 429]
divider	[567, 1048, 695, 1049]
subhead: REPLY TO LABOUR.	[337, 839, 405, 847]
article-text: WELLINGTON, This Day. Captain Manning the best known master of the Union Steamship Coy., is enjoying a holiday preparatory to retiring from the sea at the end of the year. He has continuously been engaged in the Lyttelton-Wellington ferry service for 28 years.	[447, 1167, 559, 1220]
divider	[702, 328, 834, 329]
column-rule	[443, 40, 444, 1462]
subhead: TERMS OF EXTENSION.	[330, 553, 412, 561]
ad-bar-text: TO-NIGHT!	[571, 45, 612, 54]
article-text: WELLINGTON, This Day. Cabinet has approved of a proposal to give eight medical bursaries at Otago Medical School in the coming year, also ten bursaries at a dental school.	[447, 1117, 559, 1155]
divider	[567, 819, 695, 822]
classified-ad: OLD Established West Coast Firm requires the services of competent Live Stock Auctioneer for Christchurch to conduct sales at Addington, etc. Full knowledge of Stock, Wool, Hides, etc., essential. Apply by letter, stating qualifications, to "Merchant" Box 72, Greymouth.	[702, 280, 834, 325]
article-text: LONDON, Dec. 13. The British general election, in which twenty-one million voters will poll tomorrow, though it is described as "the most momentous election of modern times," is actually characterised by a curious lack of excitement. There is almost an apathy. This is notably the case as far as the eight million new women voters are concerned. The verdict on political prophet continues to forecast, but that the Coalition will be victorious is certain. The only question as to the size of the Coalition majority. Estimates vary from one hundred and thirty seats; over all other parties together.	[6, 553, 150, 635]
article-text: (Received This Day at 8.45 a.m.) BERNE, Dec. 14. Fehrenbach, the President, is summoning the Reichstag to meet at Frankfurt. General Hindenburg has promised to send troops to guard the Assembly. Government threatened to indict for treason all deputies answering the summons.	[160, 84, 294, 129]
article-text: WELLINGTON, This Day. A Royal Commission has been appointed to inquire into the influenza epidemic. Mr. John Dunsmuir is Chairman with Hon. Mitchelson of Auckland and a third member not yet appointed.	[447, 988, 559, 1033]
ad-line: GRAND RE-OPENING NIGHT, with Harold Lockwood in big Metro Special,	[600, 130, 800, 137]
column-rule	[155, 40, 156, 1462]
price-item: Ladies White Cotton Hose 2/6 and 3/11 pair.	[849, 253, 962, 261]
subhead: CABINET DECISIONS.	[466, 666, 540, 674]
shirt-price: PRICE 19/6	[931, 613, 1019, 629]
column-rule	[563, 40, 564, 1462]
article-text: THE HAGUE, December 14. Speaking in the Lower Chamber of the Holland Parliament, the Prime Minister of Holland made a statement indicative of the attitude towards the Kaiser's presence in Holland adopted by his Government. He said that the Government would have preferred the Kaiser had he not chosen Holland as a place of refuge; but he had come as a private individual, after renouncing his throne, and without either direct or indirect notification of his intended arrival. There could, therefore, be no question of internment. Neither, he said, could the Kaiser's return to Germany be demanded in view of the immemorial tradition of the right of sanctuary. The Netherlands Government could adopt no line of conduct except that of granting the right of a sanctuary, and of accepting it as a fact accomplished. The Government would expedite every effort made to see that nothing in this step involved any damage to Holland's position.	[6, 142, 150, 276]
article-text: Russo-Americans have withdrawn to more tenable positions than the recently captured villages far up the river.	[303, 252, 439, 275]
classified-ad: WANTED—A BOY or man for farm work, Hoops; milker preferred; Good wages. Apply "Guardian" Office.	[702, 180, 834, 202]
logo-subtext: CASH DRAPERS	[867, 483, 990, 501]
store-town: Christchurch	[1053, 756, 1105, 767]
ad-line: Discount of 1/- off every £ for cash or on Monthly Accounts.	[894, 726, 1056, 733]
divider	[702, 266, 834, 267]
subhead: ARRIVING STEAMERS.	[464, 532, 542, 540]
article-text: STOCKHOLM, Dec. 14. A message says Bolshevik leaders hastily discussed the question of abandoning the entire Soviet regime. Lenin favoured the abandonment, but Trotsky opposed. The latter secured a small majority for holding on.	[447, 53, 559, 98]
ad-heading: MEN'S	[928, 511, 1022, 537]
subhead: HAMBURG FEELING.	[191, 231, 263, 239]
mcleans-pictures-ad	[565, 112, 835, 174]
article-text: (Received This Day at 9.15 a.m.) LONDON, Dec. 14. The Armistice Prolongation stipulates that 10 million tons of shipping; bring in German ports, must be placed under the control of the Allies, to supply Germany with foodstuffs. The ships will remain German property.	[303, 571, 439, 616]
subhead: COSSACKS SUCCESSFUL.	[459, 311, 547, 319]
classified-ad: FOR SALE.—Three dairy COWS, just calved; also calves. Apply —Mr Haines, Ruatapu.	[702, 209, 834, 224]
ad-heading: TUSSORE SILK	[857, 536, 1093, 566]
source-line: [PER PRESS ASSOCIATION.—COPYRIGHT.]	[580, 199, 682, 205]
article-text: Mr Henderson and the Labour Party have the same today as that which helped the Premier to form a Government in 1916.	[303, 903, 439, 926]
ad-line: INSPECTION INVITED.	[926, 928, 1024, 938]
subhead: DANCING AND PIPE MUSIC.	[720, 793, 816, 801]
column-notices-right	[980, 972, 1109, 1460]
article-text: WELLINGTON December 15. Picture theatres re-opened on Saturday for the first time after being compulsorily closed owing to the epidemic.	[567, 218, 695, 241]
subhead: DEATHS ON TROOPSHIP.	[588, 243, 674, 251]
column-rule	[838, 40, 839, 1462]
price-item: Ladies Black Lisle Hose 2/6 to 3/11 pair.	[849, 268, 952, 276]
subhead: NOTICE EXTRAORDINARY	[861, 1134, 953, 1142]
subhead: ALLIED RIGHTS.	[342, 320, 400, 328]
subhead: VEN ARRESTS.	[345, 734, 397, 742]
